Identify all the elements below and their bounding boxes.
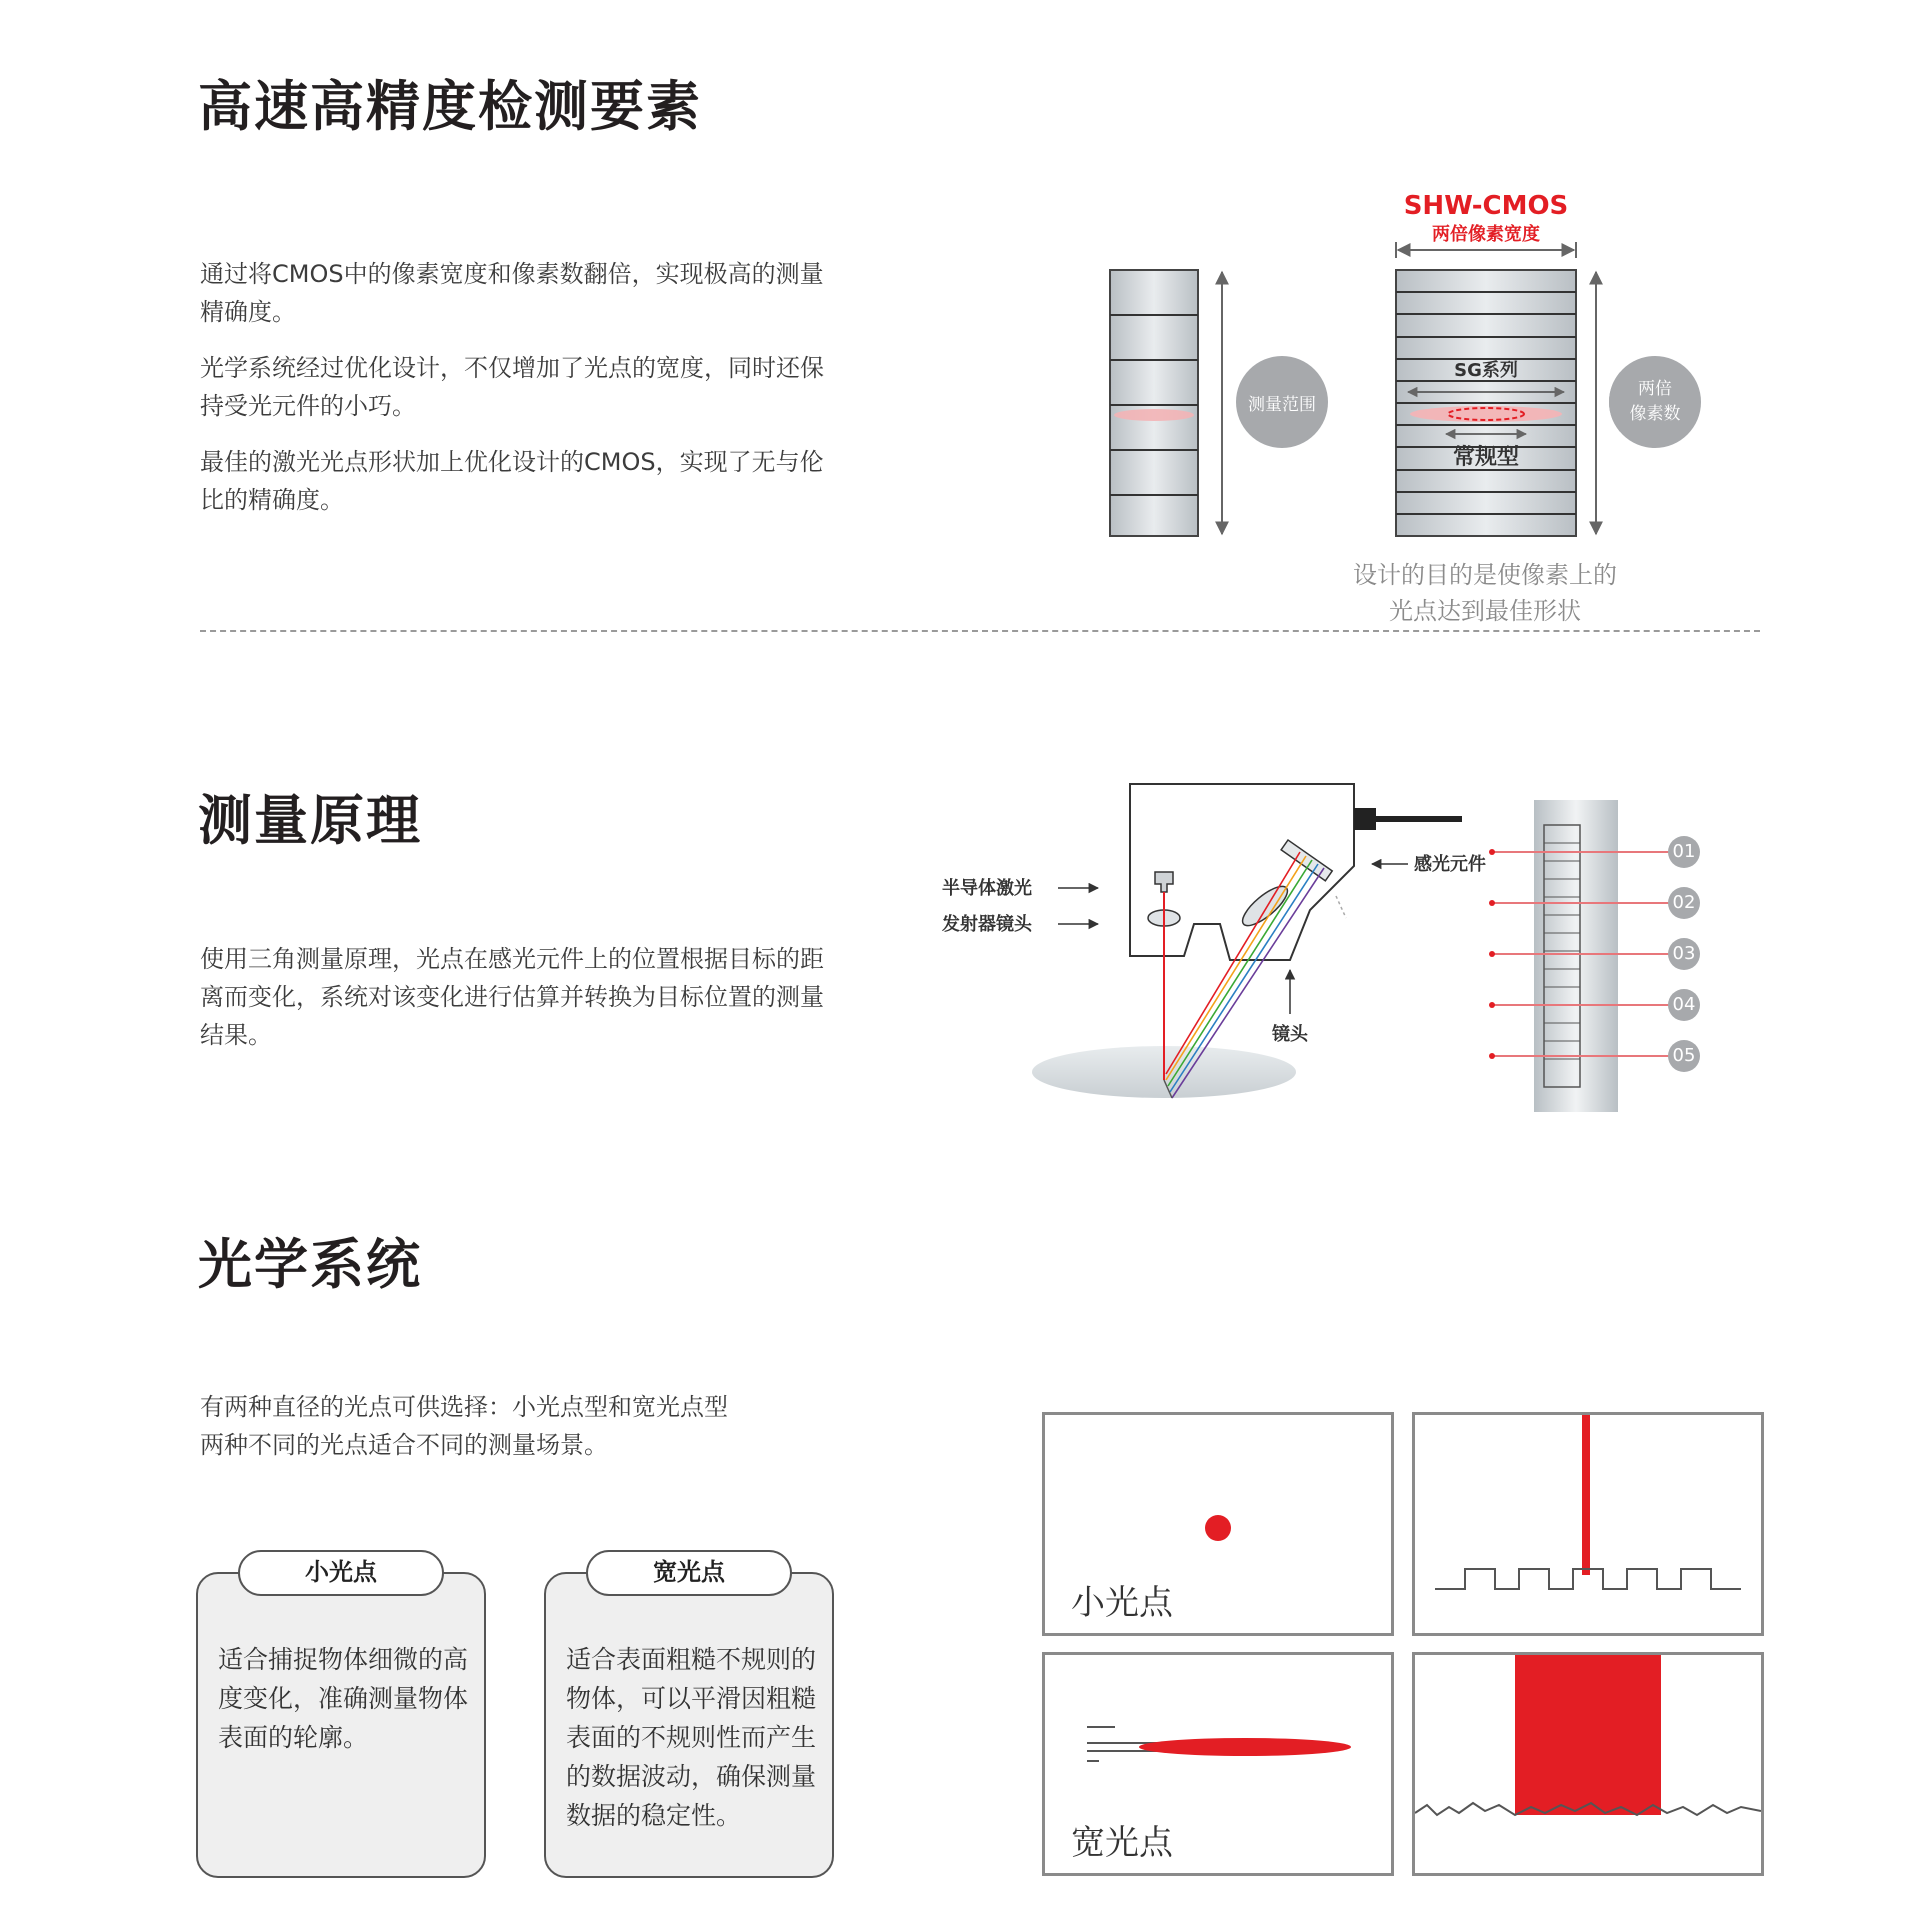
position-marker-dot — [1489, 849, 1495, 855]
pixel-diagram-caption — [1290, 557, 1680, 629]
position-marker-dot — [1489, 1053, 1495, 1059]
shw-cmos-label: SHW-CMOS — [1403, 191, 1569, 221]
section-divider — [200, 630, 1760, 632]
conventional-pixel-column — [1110, 270, 1198, 536]
position-marker-line — [1492, 1055, 1680, 1057]
small-spot-description: 适合捕捉物体细微的高度变化，准确测量物体表面的轮廓。 — [218, 1645, 469, 1752]
lens-label: 镜头 — [1272, 1024, 1308, 1045]
caption-line-2: 光点达到最佳形状 — [1389, 597, 1581, 625]
section-title-principle: 测量原理 — [198, 789, 422, 852]
section-title-optics: 光学系统 — [198, 1233, 422, 1296]
principle-description: 使用三角测量原理，光点在感光元件上的位置根据目标的距离而变化，系统对该变化进行估算并转换为目标位置的测量结果。 — [200, 945, 824, 1049]
triangulation-diagram — [930, 770, 1730, 1120]
cmos-pixel-diagram — [1100, 180, 1620, 550]
wide-spot-panel — [1042, 1652, 1394, 1876]
section-title-detection: 高速高精度检测要素 — [198, 75, 702, 138]
measurement-range-badge — [1236, 356, 1328, 448]
small-spot-profile-panel — [1412, 1412, 1764, 1636]
wide-spot-profile-panel — [1412, 1652, 1764, 1876]
wide-spot-tab: 宽光点 — [586, 1550, 792, 1596]
detection-description — [200, 255, 840, 519]
cable-connector — [1354, 808, 1376, 830]
cable — [1376, 816, 1462, 822]
position-marker-dot — [1489, 1002, 1495, 1008]
position-marker-badge: 03 — [1668, 938, 1700, 970]
double-pixels-text-2: 像素数 — [1629, 404, 1681, 424]
position-marker-line — [1492, 851, 1680, 853]
double-width-label: 两倍像素宽度 — [1432, 224, 1540, 245]
emitter-lens-label: 发射器镜头 — [942, 914, 1032, 935]
optics-intro-line-1: 有两种直径的光点可供选择：小光点型和宽光点型 — [200, 1393, 728, 1421]
wide-spot-description: 适合表面粗糙不规则的物体，可以平滑因粗糙表面的不规则性而产生的数据波动，确保测量数据的稳定性。 — [566, 1645, 817, 1830]
small-spot-profile-graphic — [1415, 1415, 1761, 1633]
detection-paragraph-2: 光学系统经过优化设计，不仅增加了光点的宽度，同时还保持受光元件的小巧。 — [200, 354, 824, 420]
pixel-strip-background — [1534, 800, 1618, 1112]
detection-paragraph-3: 最佳的激光光点形状加上优化设计的CMOS，实现了无与伦比的精确度。 — [200, 448, 824, 514]
position-marker-badge: 04 — [1668, 989, 1700, 1021]
optics-intro — [200, 1388, 728, 1464]
position-marker-line — [1492, 1004, 1680, 1006]
detection-paragraph-1: 通过将CMOS中的像素宽度和像素数翻倍，实现极高的测量精确度。 — [200, 260, 824, 326]
measurement-range-label: 测量范围 — [1248, 395, 1316, 415]
position-marker-dot — [1489, 900, 1495, 906]
position-marker-line — [1492, 953, 1680, 955]
small-spot-tab: 小光点 — [238, 1550, 444, 1596]
position-marker-badge: 02 — [1668, 887, 1700, 919]
double-pixels-text-1: 两倍 — [1638, 379, 1672, 399]
wide-spot-graphic — [1045, 1655, 1391, 1775]
sg-series-label: SG系列 — [1454, 360, 1518, 381]
regular-type-label: 常规型 — [1452, 445, 1520, 470]
small-spot-card — [196, 1572, 486, 1878]
double-pixel-count-circle — [1609, 356, 1701, 448]
wide-spot-panel-label: 宽光点 — [1071, 1823, 1173, 1863]
laser-label: 半导体激光 — [942, 878, 1032, 899]
small-spot-panel — [1042, 1412, 1394, 1636]
caption-line-1: 设计的目的是使像素上的 — [1353, 561, 1617, 589]
optics-intro-line-2: 两种不同的光点适合不同的测量场景。 — [200, 1431, 608, 1459]
wide-spot-profile-graphic — [1415, 1655, 1761, 1873]
small-spot-dot — [1205, 1515, 1231, 1541]
position-marker-dot — [1489, 951, 1495, 957]
sensor-element-label: 感光元件 — [1414, 854, 1486, 875]
small-spot-panel-label: 小光点 — [1071, 1583, 1173, 1623]
wide-spot-card — [544, 1572, 834, 1878]
shw-pixel-column — [1396, 270, 1576, 536]
position-marker-line — [1492, 902, 1680, 904]
position-marker-badge: 05 — [1668, 1040, 1700, 1072]
position-marker-badge: 01 — [1668, 836, 1700, 868]
